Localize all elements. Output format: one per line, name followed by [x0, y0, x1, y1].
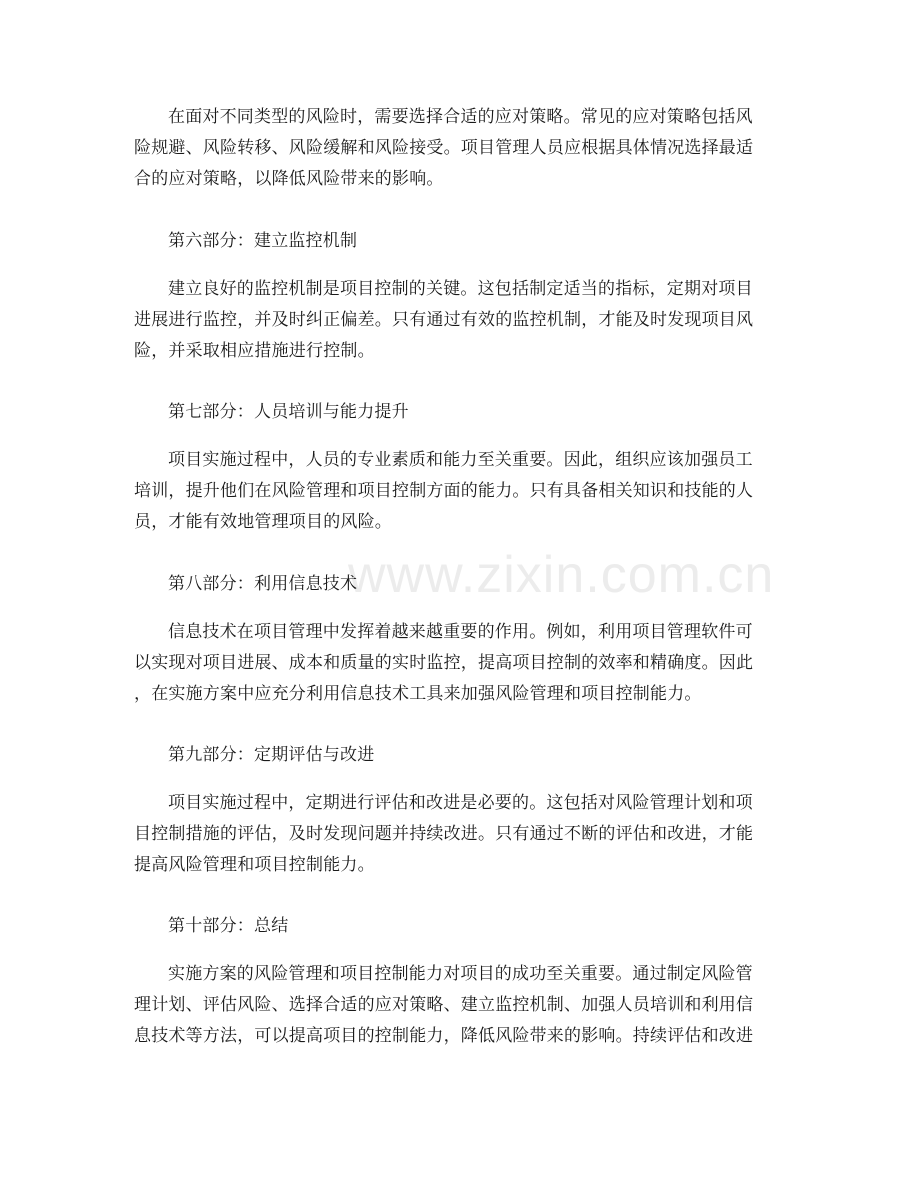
paragraph-line: 信息技术在项目管理中发挥着越来越重要的作用。例如，利用项目管理软件可: [168, 622, 753, 642]
paragraph-line: 险，并采取相应措施进行控制。: [134, 341, 375, 361]
paragraph-line: 进展进行监控，并及时纠正偏差。只有通过有效的监控机制，才能及时发现项目风: [134, 310, 754, 330]
paragraph-line: 培训，提升他们在风险管理和项目控制方面的能力。只有具备相关知识和技能的人: [134, 481, 754, 501]
section-heading-6: 第六部分：建立监控机制: [168, 231, 358, 251]
paragraph-line: 建立良好的监控机制是项目控制的关键。这包括制定适当的指标，定期对项目: [168, 279, 753, 299]
paragraph-evaluation: [134, 788, 794, 881]
watermark: www.zixin.com.cn: [348, 546, 775, 604]
paragraph-line: 险规避、风险转移、风险缓解和风险接受。项目管理人员应根据具体情况选择最适: [134, 138, 754, 158]
paragraph-line: 员，才能有效地管理项目的风险。: [134, 512, 392, 532]
paragraph-line: 项目实施过程中，定期进行评估和改进是必要的。这包括对风险管理计划和项: [168, 793, 753, 813]
paragraph-summary: [134, 959, 794, 1052]
paragraph-response-strategies: [134, 102, 794, 195]
paragraph-line: 目控制措施的评估，及时发现问题并持续改进。只有通过不断的评估和改进，才能: [134, 824, 754, 844]
paragraph-line: 在面对不同类型的风险时，需要选择合适的应对策略。常见的应对策略包括风: [168, 107, 753, 127]
section-heading-7: 第七部分：人员培训与能力提升: [168, 402, 409, 422]
paragraph-line: ，在实施方案中应充分利用信息技术工具来加强风险管理和项目控制能力。: [134, 684, 702, 704]
paragraph-line: 息技术等方法，可以提高项目的控制能力，降低风险带来的影响。持续评估和改进: [134, 1026, 754, 1046]
paragraph-line: 提高风险管理和项目控制能力。: [134, 855, 375, 875]
paragraph-training: [134, 445, 794, 538]
paragraph-line: 以实现对项目进展、成本和质量的实时监控，提高项目控制的效率和精确度。因此: [134, 653, 754, 673]
section-heading-8: 第八部分：利用信息技术: [168, 574, 358, 594]
paragraph-line: 合的应对策略，以降低风险带来的影响。: [134, 169, 444, 189]
paragraph-information-technology: [134, 617, 794, 710]
paragraph-line: 理计划、评估风险、选择合适的应对策略、建立监控机制、加强人员培训和利用信: [134, 995, 754, 1015]
section-heading-10: 第十部分：总结: [168, 916, 289, 936]
paragraph-monitoring: [134, 274, 794, 367]
paragraph-line: 项目实施过程中，人员的专业素质和能力至关重要。因此，组织应该加强员工: [168, 450, 753, 470]
paragraph-line: 实施方案的风险管理和项目控制能力对项目的成功至关重要。通过制定风险管: [168, 964, 753, 984]
section-heading-9: 第九部分：定期评估与改进: [168, 745, 375, 765]
